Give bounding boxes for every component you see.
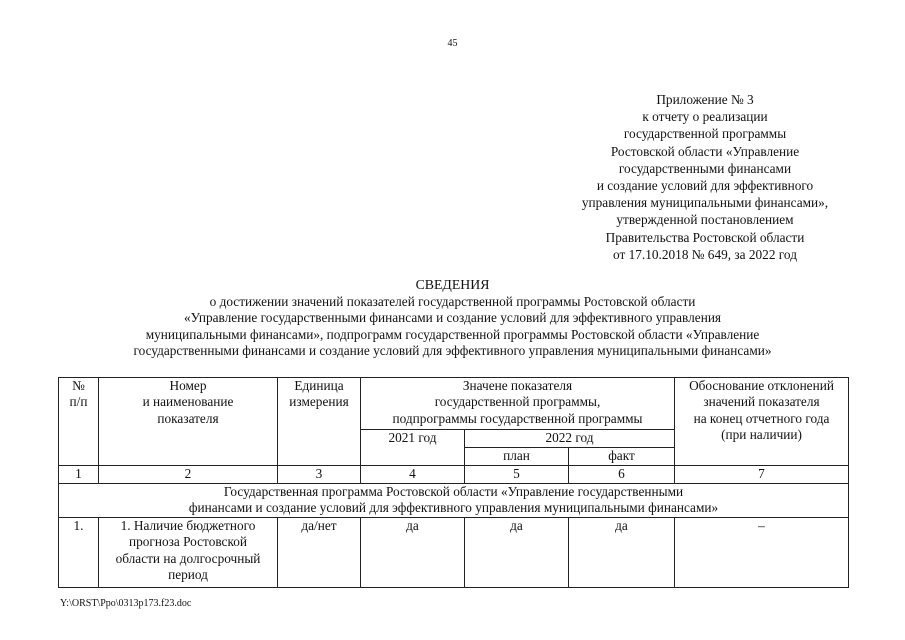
header-fact: факт bbox=[569, 448, 675, 466]
appendix-line: Правительства Ростовской области bbox=[605, 229, 805, 245]
page-number: 45 bbox=[447, 38, 458, 49]
title-line: государственными финансами и создание условий для эффективного управления муниципальными финансами» bbox=[133, 343, 772, 358]
header-col-name: Номер и наименование показателя bbox=[99, 378, 278, 466]
header-col-no: № п/п bbox=[59, 378, 99, 466]
column-number: 4 bbox=[361, 466, 465, 484]
appendix-line: Ростовской области «Управление bbox=[610, 143, 800, 159]
file-path-footer: Y:\ORST\Ppo\0313p173.f23.doc bbox=[60, 598, 192, 609]
appendix-line: государственной программы bbox=[623, 126, 787, 142]
row-value-plan: да bbox=[465, 518, 569, 588]
appendix-block bbox=[545, 91, 865, 263]
column-number: 7 bbox=[675, 466, 849, 484]
table-row bbox=[59, 518, 849, 588]
header-plan: план bbox=[465, 448, 569, 466]
indicators-table bbox=[58, 377, 849, 588]
row-value-fact: да bbox=[569, 518, 675, 588]
title-heading: СВЕДЕНИЯ bbox=[415, 277, 490, 292]
appendix-line: Приложение № 3 bbox=[656, 92, 754, 107]
document-title bbox=[40, 277, 865, 360]
column-number: 3 bbox=[278, 466, 361, 484]
column-number: 2 bbox=[99, 466, 278, 484]
title-line: о достижении значений показателей государственной программы Ростовской области bbox=[209, 293, 696, 309]
column-number: 6 bbox=[569, 466, 675, 484]
appendix-line: к отчету о реализации bbox=[642, 109, 768, 125]
header-year-2021: 2021 год bbox=[361, 430, 465, 466]
row-unit: да/нет bbox=[278, 518, 361, 588]
row-value-2021: да bbox=[361, 518, 465, 588]
row-number: 1. bbox=[59, 518, 99, 588]
column-number: 5 bbox=[465, 466, 569, 484]
header-col-reason: Обоснование отклонений значений показателя на конец отчетного года (при наличии) bbox=[675, 378, 849, 466]
header-col-value: Значене показателя государственной программы, подпрограммы государственной программы bbox=[361, 378, 675, 430]
section-header: Государственная программа Ростовской области «Управление государственными финансами и создание условий для эффективного управления муниципальными финансами» bbox=[59, 484, 849, 518]
row-reason: – bbox=[675, 518, 849, 588]
appendix-line: государственными финансами bbox=[618, 160, 792, 176]
header-col-unit: Единица измерения bbox=[278, 378, 361, 466]
appendix-line: утвержденной постановлением bbox=[616, 212, 794, 228]
header-year-2022: 2022 год bbox=[465, 430, 675, 448]
row-indicator-name: 1. Наличие бюджетного прогноза Ростовской области на долгосрочный период bbox=[99, 518, 278, 588]
appendix-line: от 17.10.2018 № 649, за 2022 год bbox=[613, 246, 797, 262]
title-line: муниципальными финансами», подпрограмм государственной программы Ростовской области «Управление bbox=[145, 326, 760, 342]
appendix-line: управления муниципальными финансами», bbox=[581, 195, 829, 211]
title-line: «Управление государственными финансами и создание условий для эффективного управления bbox=[183, 310, 722, 325]
appendix-line: и создание условий для эффективного bbox=[596, 178, 814, 194]
column-number: 1 bbox=[59, 466, 99, 484]
